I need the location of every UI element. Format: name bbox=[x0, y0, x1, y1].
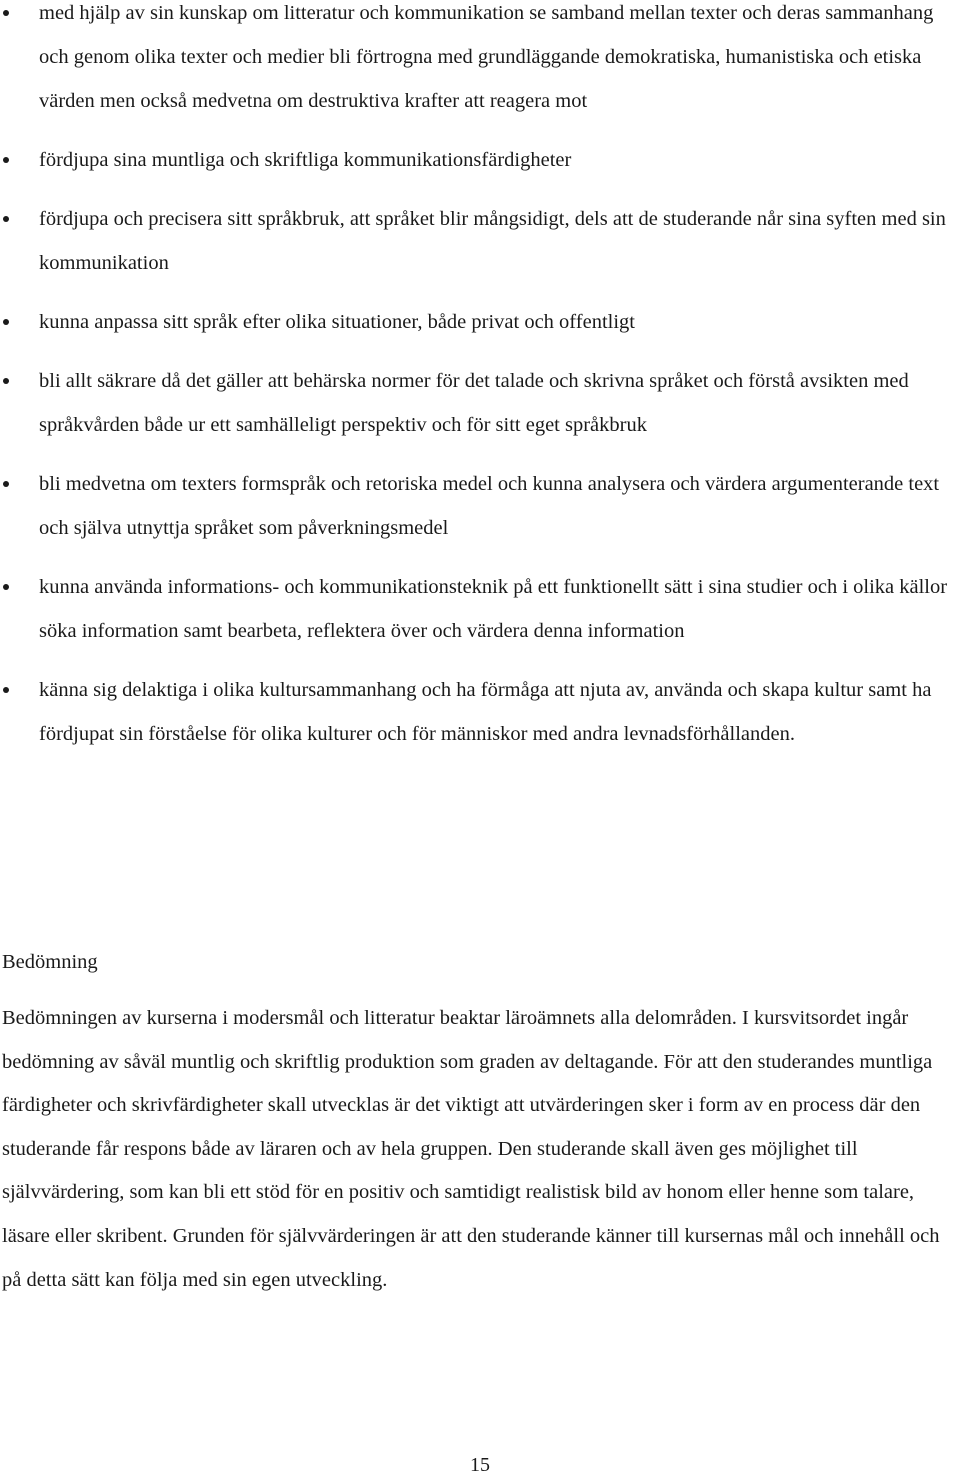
bullet-icon bbox=[3, 687, 9, 693]
list-item-text: kunna använda informations- och kommunikationsteknik på ett funktionellt sätt i sina studier och i olika källor söka information samt bearbeta, reflektera över och värdera denna information bbox=[39, 576, 948, 642]
list-item bbox=[0, 300, 949, 344]
list-item bbox=[0, 565, 949, 653]
bullet-icon bbox=[3, 10, 9, 16]
list-item-text: känna sig delaktiga i olika kultursammanhang och ha förmåga att njuta av, använda och skapa kultur samt ha fördjupat sin förståelse för olika kulturer och för människor med andra levnadsförhållanden. bbox=[39, 679, 932, 745]
page-number: 15 bbox=[470, 1454, 490, 1476]
bullet-icon bbox=[3, 481, 9, 487]
list-item-text: kunna anpassa sitt språk efter olika situationer, både privat och offentligt bbox=[39, 311, 635, 333]
bullet-icon bbox=[3, 157, 9, 163]
assessment-paragraph: Bedömningen av kurserna i modersmål och litteratur beaktar läroämnets alla delområden. I kursvitsordet ingår bedömning av såväl muntlig och skriftlig produktion som graden av deltagande. För att den studerandes muntliga färdigheter och skrivfärdigheter skall utvecklas är det viktigt att utvärderingen sker i form av en process där den studerande får respons både av läraren och av hela gruppen. Den studerande skall även ges möjlighet till självvärdering, som kan bli ett stöd för en positiv och samtidigt realistisk bild av honom eller henne som talare, läsare eller skribent. Grunden för självvärderingen är att den studerande känner till kursernas mål och innehåll och på detta sätt kan följa med sin egen utveckling. bbox=[2, 1007, 940, 1291]
bullet-icon bbox=[3, 378, 9, 384]
list-item bbox=[0, 197, 949, 285]
list-item-text: med hjälp av sin kunskap om litteratur och kommunikation se samband mellan texter och deras sammanhang och genom olika texter och medier bli förtrogna med grundläggande demokratiska, humanistiska och etiska värden men också medvetna om destruktiva krafter att reagera mot bbox=[39, 2, 934, 112]
list-item-text: bli allt säkrare då det gäller att behärska normer för det talade och skrivna språket och förstå avsikten med språkvården både ur ett samhälleligt perspektiv och för sitt eget språkbruk bbox=[39, 370, 909, 436]
bullet-icon bbox=[3, 216, 9, 222]
list-item bbox=[0, 462, 949, 550]
list-item-text: bli medvetna om texters formspråk och retoriska medel och kunna analysera och värdera argumenterande text och själva utnyttja språket som påverkningsmedel bbox=[39, 473, 940, 539]
list-item-text: fördjupa sina muntliga och skriftliga kommunikationsfärdigheter bbox=[39, 149, 572, 171]
list-item bbox=[0, 0, 949, 123]
list-item bbox=[0, 138, 949, 182]
section-heading: Bedömning bbox=[2, 951, 98, 973]
bullet-icon bbox=[3, 319, 9, 325]
bullet-icon bbox=[3, 584, 9, 590]
list-item bbox=[0, 668, 949, 756]
list-item bbox=[0, 359, 949, 447]
list-item-text: fördjupa och precisera sitt språkbruk, att språket blir mångsidigt, dels att de studerande når sina syften med sin kommunikation bbox=[39, 208, 946, 274]
